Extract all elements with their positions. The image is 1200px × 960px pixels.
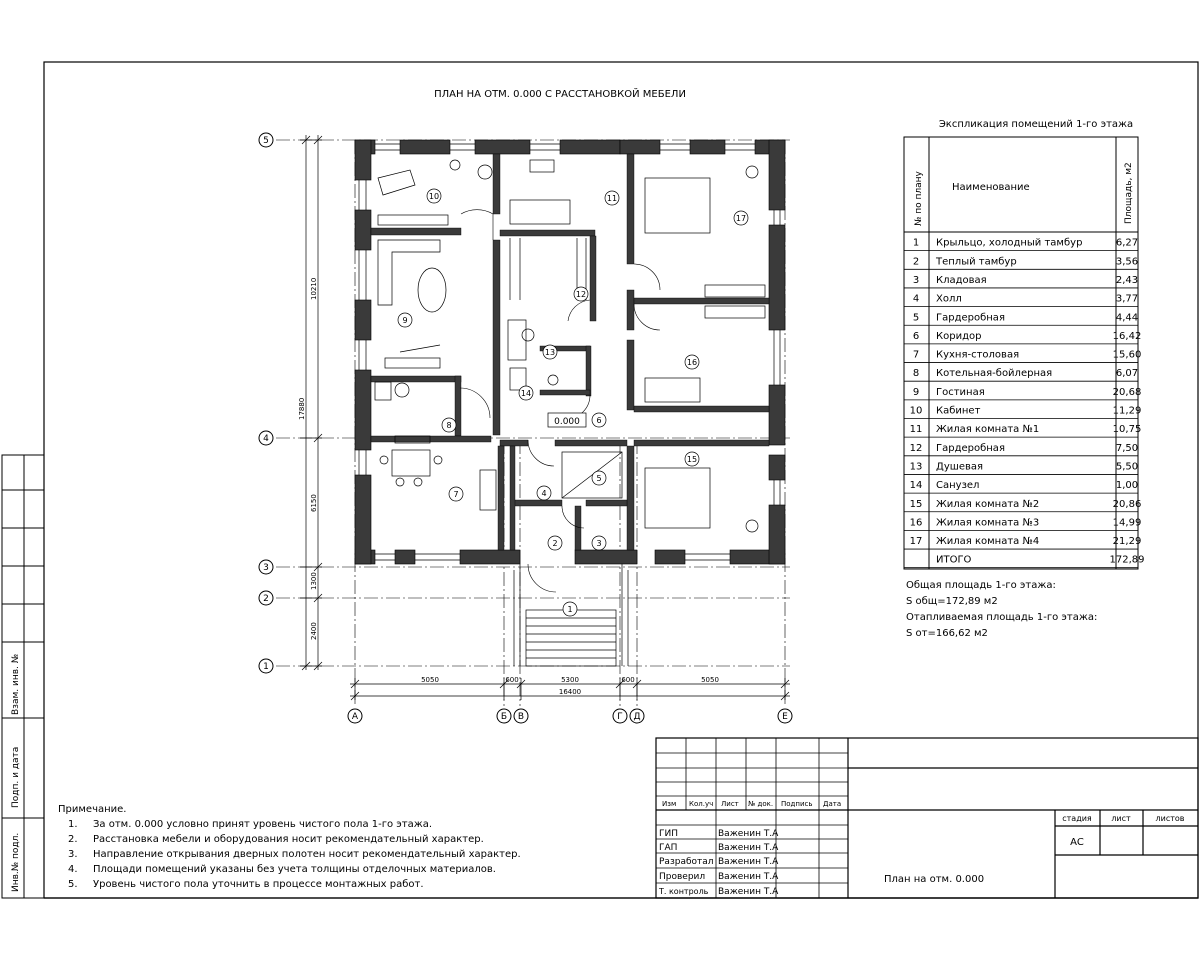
room-number-6: 6 <box>596 416 602 425</box>
explication-col-num: № по плану <box>914 171 924 226</box>
explication-rows <box>904 238 1145 568</box>
explication-row-name: Душевая <box>936 461 984 473</box>
explication-row-area: 15,60 <box>1112 349 1142 361</box>
axis-label-3: 3 <box>263 563 269 573</box>
note-5-text: Уровень чистого пола уточнить в процессе монтажных работ. <box>93 879 424 890</box>
drawing-title: ПЛАН НА ОТМ. 0.000 С РАССТАНОВКОЙ МЕБЕЛИ <box>434 89 686 100</box>
axis-label-a: А <box>351 712 359 722</box>
tb-stage-value: АС <box>1070 837 1084 848</box>
explication-title: Экспликация помещений 1-го этажа <box>938 119 1134 130</box>
explication-row-name: Кабинет <box>936 405 981 417</box>
tb-name-5: Важенин Т.А <box>718 887 779 897</box>
dim-bottom-5: 5050 <box>701 676 719 684</box>
explication-col-area: Площадь, м2 <box>1124 162 1134 224</box>
room-number-10: 10 <box>428 192 440 201</box>
note-2-num: 2. <box>68 834 78 845</box>
explication-row-num: 15 <box>909 498 923 510</box>
explication-row-name: Кладовая <box>936 274 987 286</box>
explication-row-num: 10 <box>909 405 923 417</box>
axis-label-2: 2 <box>263 594 269 604</box>
note-3-num: 3. <box>68 849 78 860</box>
dim-left-2: 6150 <box>310 494 318 512</box>
note-4-text: Площади помещений указаны без учета толщины отделочных материалов. <box>93 864 496 875</box>
tb-header-izm: Изм <box>662 800 677 808</box>
explication-row-area: 11,29 <box>1112 405 1142 417</box>
explication-row-area: 16,42 <box>1112 330 1142 342</box>
explication-row-name: Котельная-бойлерная <box>936 368 1053 380</box>
explication-row-name: Коридор <box>936 330 982 342</box>
area-note-heated-value: S от=166,62 м2 <box>906 628 988 639</box>
side-stamp-date: Подп. и дата <box>11 746 21 808</box>
explication-row-name: Гардеробная <box>936 312 1005 324</box>
dim-bottom-2: 600 <box>505 676 519 684</box>
room-number-7: 7 <box>453 490 459 499</box>
room-number-8: 8 <box>446 421 452 430</box>
explication-row-name: Гардеробная <box>936 442 1005 454</box>
room-number-2: 2 <box>552 539 558 548</box>
axis-label-g: Г <box>617 712 623 722</box>
explication-row-name: Жилая комната №4 <box>936 536 1040 548</box>
note-2-text: Расстановка мебели и оборудования носит рекомендательный характер. <box>93 834 484 845</box>
explication-row-num: 14 <box>909 480 923 492</box>
explication-row-area: 14,99 <box>1112 517 1142 529</box>
explication-col-name: Наименование <box>952 182 1030 193</box>
tb-header-sign: Подпись <box>781 800 813 808</box>
note-1-text: За отм. 0.000 условно принят уровень чистого пола 1-го этажа. <box>93 819 433 830</box>
tb-sheet-label: лист <box>1111 814 1131 823</box>
explication-row-num: 13 <box>909 461 923 473</box>
note-3-text: Направление открывания дверных полотен носит рекомендательный характер. <box>93 849 521 860</box>
tb-header-list: Лист <box>721 800 739 808</box>
axis-label-e: Е <box>782 712 788 722</box>
explication-row-num: 17 <box>909 536 923 548</box>
notes-title: Примечание. <box>58 804 127 815</box>
explication-row-name: Теплый тамбур <box>936 256 1017 268</box>
tb-header-doc: № док. <box>748 800 774 808</box>
explication-row-name: Жилая комната №3 <box>936 517 1040 529</box>
explication-row-area: 1,00 <box>1115 480 1139 492</box>
note-1-num: 1. <box>68 819 78 830</box>
explication-row-num: 9 <box>912 386 920 398</box>
explication-row-num: 1 <box>912 237 920 249</box>
tb-name-4: Важенин Т.А <box>718 872 779 882</box>
explication-row-area: 4,44 <box>1115 312 1139 324</box>
note-5-num: 5. <box>68 879 78 890</box>
room-number-9: 9 <box>402 316 408 325</box>
explication-row-num: 2 <box>912 256 920 268</box>
dim-bottom-3: 5300 <box>561 676 579 684</box>
explication-row-num: 12 <box>909 442 923 454</box>
room-number-13: 13 <box>544 348 556 357</box>
explication-row-area: 5,50 <box>1115 461 1139 473</box>
room-number-12: 12 <box>575 290 587 299</box>
side-stamp-inv: Инв.№ подл. <box>11 832 21 892</box>
explication-row-area: 6,07 <box>1115 368 1139 380</box>
explication-row-num: 4 <box>912 293 920 305</box>
explication-total-area: 172,89 <box>1109 554 1145 566</box>
explication-row-area: 20,86 <box>1112 498 1142 510</box>
tb-role-3: Разработал <box>659 857 714 867</box>
explication-row-area: 10,75 <box>1112 424 1142 436</box>
tb-name-3: Важенин Т.А <box>718 857 779 867</box>
explication-row-num: 3 <box>912 274 920 286</box>
dim-left-1: 10210 <box>310 277 318 300</box>
explication-total-label: ИТОГО <box>936 554 972 566</box>
tb-sheet-name: План на отм. 0.000 <box>884 874 985 885</box>
room-number-14: 14 <box>520 389 532 398</box>
axis-markers-left <box>259 133 273 673</box>
explication-row-num: 8 <box>912 368 920 380</box>
explication-row-num: 6 <box>912 330 920 342</box>
explication-row-name: Жилая комната №2 <box>936 498 1040 510</box>
area-note-total-value: S общ=172,89 м2 <box>906 596 998 607</box>
tb-name-2: Важенин Т.А <box>718 843 779 853</box>
axis-label-d: Д <box>633 712 641 722</box>
level-mark: 0.000 <box>554 417 580 427</box>
explication-row-area: 20,68 <box>1112 386 1142 398</box>
tb-role-1: ГИП <box>659 829 678 839</box>
room-number-11: 11 <box>606 194 618 203</box>
room-number-16: 16 <box>686 358 698 367</box>
explication-row-num: 11 <box>909 424 923 436</box>
dim-left-3: 1300 <box>310 572 318 590</box>
explication-row-name: Холл <box>936 293 962 305</box>
room-number-5: 5 <box>596 474 602 483</box>
side-stamp <box>2 455 44 898</box>
tb-role-4: Проверил <box>659 872 706 882</box>
explication-row-name: Крыльцо, холодный тамбур <box>936 237 1083 249</box>
axis-label-5: 5 <box>263 136 269 146</box>
tb-role-5: Т. контроль <box>659 887 709 896</box>
room-number-17: 17 <box>735 214 747 223</box>
note-4-num: 4. <box>68 864 78 875</box>
dim-bottom-1: 5050 <box>421 676 439 684</box>
explication-row-area: 3,56 <box>1115 256 1139 268</box>
room-number-4: 4 <box>541 489 547 498</box>
floor-plan <box>355 140 785 666</box>
explication-row-name: Кухня-столовая <box>936 349 1020 361</box>
area-note-total-label: Общая площадь 1-го этажа: <box>906 580 1056 591</box>
tb-stage-label: стадия <box>1062 814 1092 823</box>
explication-row-name: Жилая комната №1 <box>936 424 1040 436</box>
room-number-1: 1 <box>567 605 573 614</box>
axis-lines <box>276 140 790 706</box>
dim-bottom-total: 16400 <box>558 688 582 696</box>
axis-label-v: В <box>517 712 525 722</box>
explication-row-num: 16 <box>909 517 923 529</box>
explication-row-area: 7,50 <box>1115 442 1139 454</box>
explication-row-area: 6,27 <box>1115 237 1139 249</box>
room-number-15: 15 <box>686 455 698 464</box>
tb-role-2: ГАП <box>659 843 678 853</box>
area-note-heated-label: Отапливаемая площадь 1-го этажа: <box>906 612 1098 623</box>
explication-row-area: 2,43 <box>1115 274 1139 286</box>
dim-left-total: 17880 <box>298 397 306 420</box>
tb-header-koluch: Кол.уч <box>689 800 714 808</box>
axis-label-1: 1 <box>263 662 269 672</box>
explication-row-name: Санузел <box>936 480 980 492</box>
explication-row-area: 3,77 <box>1115 293 1139 305</box>
tb-name-1: Важенин Т.А <box>718 829 779 839</box>
explication-row-name: Гостиная <box>936 386 985 398</box>
room-number-3: 3 <box>596 539 602 548</box>
tb-header-date: Дата <box>823 800 842 808</box>
explication-row-num: 5 <box>912 312 920 324</box>
axis-label-b: Б <box>500 712 508 722</box>
side-stamp-replace: Взам. инв. № <box>11 653 21 715</box>
explication-row-num: 7 <box>912 349 920 361</box>
dim-bottom-4: 600 <box>621 676 635 684</box>
tb-sheets-label: листов <box>1155 814 1185 823</box>
axis-label-4: 4 <box>263 434 269 444</box>
dim-left-4: 2400 <box>310 622 318 640</box>
explication-row-area: 21,29 <box>1112 536 1142 548</box>
